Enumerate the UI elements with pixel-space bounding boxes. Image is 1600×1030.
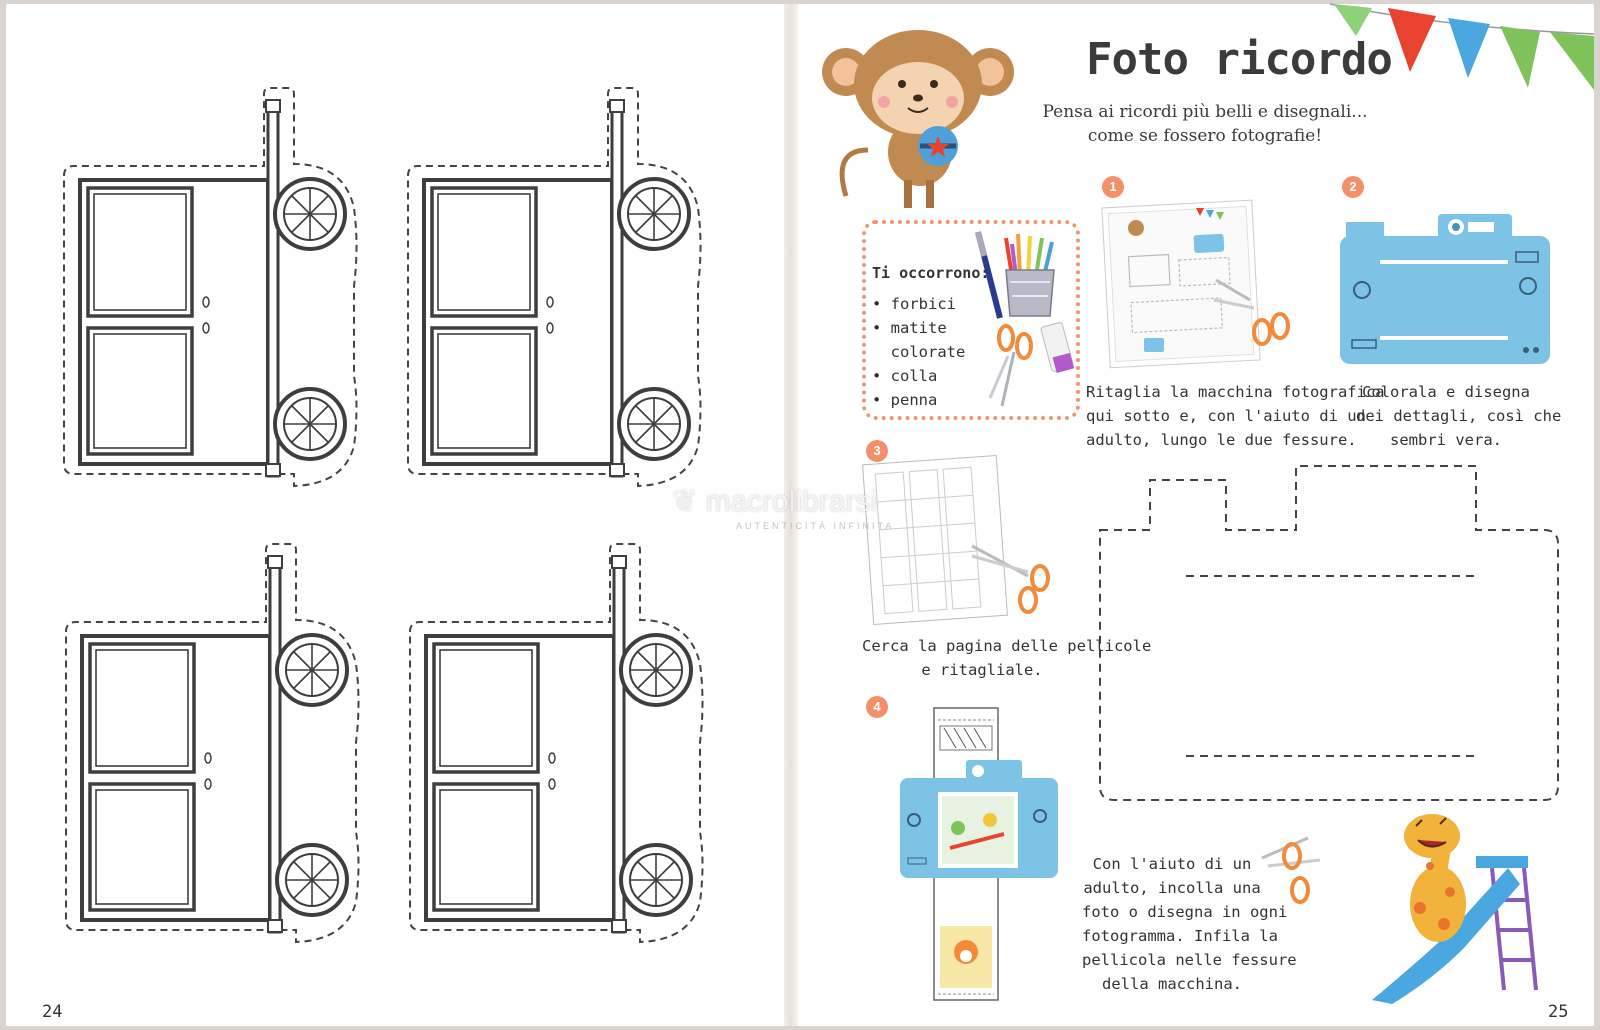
step1-sheet-illustration <box>1102 200 1288 368</box>
watermark-leaf-icon: ❦ <box>672 485 706 518</box>
list-item: colorate <box>890 343 966 361</box>
subtitle-line-1: Pensa ai ricordi più belli e disegnali... <box>1042 102 1368 122</box>
materials-title: Ti occorrono: <box>872 264 990 282</box>
step-1-caption: Ritaglia la macchina fotografica qui sotto e, con l'aiuto di un adulto, lungo le due fessure. <box>1086 383 1385 449</box>
step-3-caption: Cerca la pagina delle pellicole e ritagliale. <box>862 637 1152 679</box>
list-item: • forbici <box>872 295 956 313</box>
step3-film-illustration <box>863 456 1048 625</box>
step-number-1: 1 <box>1102 176 1124 198</box>
subtitle-line-2: come se fossero fotografie! <box>1087 126 1323 146</box>
step-2-caption: Colorala e disegna dei dettagli, così che sembri vera. <box>1356 383 1562 449</box>
step-number-2: 2 <box>1342 176 1364 198</box>
monkey-illustration <box>822 30 1014 208</box>
list-item: • penna <box>872 391 938 409</box>
camera-cut-outline <box>1100 466 1558 800</box>
step-4-caption: Con l'aiuto di un adulto, incolla una foto o disegna in ogni fotogramma. Infila la pellicola nelle fessure della macchina. <box>1082 855 1297 993</box>
giraffe-slide-illustration <box>1262 814 1536 1004</box>
step-number-4: 4 <box>866 696 888 718</box>
step-number-3: 3 <box>866 440 888 462</box>
step4-camera-film-illustration <box>900 708 1058 1000</box>
materials-list <box>872 292 965 412</box>
list-item: • matite <box>872 319 947 337</box>
watermark-tagline: AUTENTICITÀ INFINITA <box>736 521 895 531</box>
camera-illustration <box>1340 214 1550 364</box>
watermark-logo: ❦ macrolibrarsi <box>672 485 878 518</box>
page-subtitle <box>1020 100 1390 148</box>
page-number-right: 25 <box>1548 1002 1569 1022</box>
page-title: Foto ricordo <box>1086 34 1392 85</box>
list-item: • colla <box>872 367 938 385</box>
page-number-left: 24 <box>42 1002 63 1022</box>
